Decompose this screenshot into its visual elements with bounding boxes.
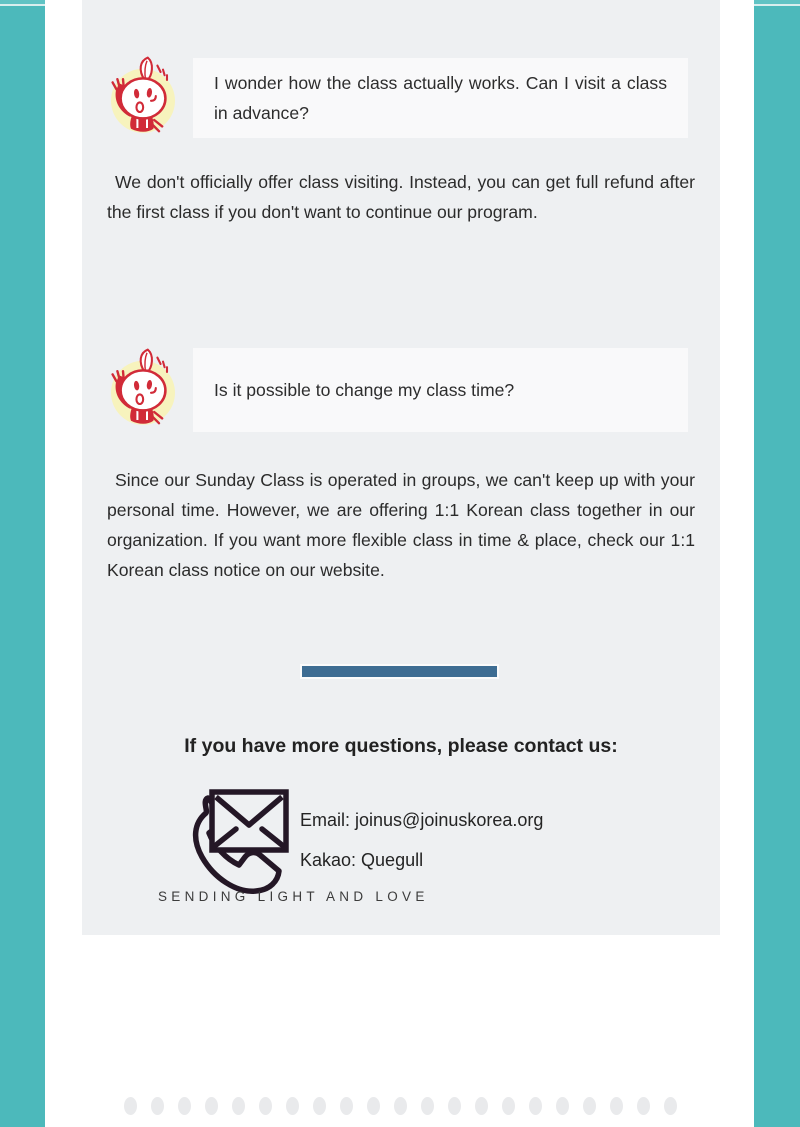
left-teal-border	[0, 0, 45, 1127]
question-text-1: I wonder how the class actually works. Can I visit a class in advance?	[214, 73, 667, 123]
mascot-avatar-icon	[103, 346, 183, 430]
dot	[313, 1097, 326, 1115]
contact-heading: If you have more questions, please contact us:	[184, 735, 618, 757]
dot	[178, 1097, 191, 1115]
answer-text-1: We don't officially offer class visiting. Instead, you can get full refund after the first class if you don't want to continue our program.	[107, 172, 695, 222]
dot	[151, 1097, 164, 1115]
dot	[394, 1097, 407, 1115]
dot	[205, 1097, 218, 1115]
dot	[475, 1097, 488, 1115]
dot	[664, 1097, 677, 1115]
dot	[529, 1097, 542, 1115]
dot	[610, 1097, 623, 1115]
tagline-text: SENDING LIGHT AND LOVE	[158, 889, 429, 904]
dot	[232, 1097, 245, 1115]
mascot-avatar-icon	[103, 54, 183, 138]
dot	[259, 1097, 272, 1115]
right-teal-border	[754, 0, 800, 1127]
contact-email: Email: joinus@joinuskorea.org	[300, 810, 544, 830]
contact-lines	[300, 800, 543, 880]
section-divider	[302, 666, 497, 677]
question-bubble-1	[193, 58, 688, 138]
dot	[583, 1097, 596, 1115]
dot	[124, 1097, 137, 1115]
question-bubble-2	[193, 348, 688, 432]
dot	[556, 1097, 569, 1115]
dot	[340, 1097, 353, 1115]
dot	[367, 1097, 380, 1115]
phone-envelope-icon	[184, 783, 292, 895]
dot	[502, 1097, 515, 1115]
dot	[637, 1097, 650, 1115]
dot	[448, 1097, 461, 1115]
faq-card	[82, 0, 720, 935]
question-text-2: Is it possible to change my class time?	[214, 380, 515, 400]
dot	[286, 1097, 299, 1115]
contact-kakao: Kakao: Quegull	[300, 850, 424, 870]
dot	[421, 1097, 434, 1115]
footer-dots	[0, 1097, 800, 1115]
answer-text-2: Since our Sunday Class is operated in groups, we can't keep up with your personal time. However, we are offering 1:1 Korean class together in our organization. If you want more flexible class in time & place, check our 1:1 Korean class notice on our website.	[107, 470, 695, 580]
